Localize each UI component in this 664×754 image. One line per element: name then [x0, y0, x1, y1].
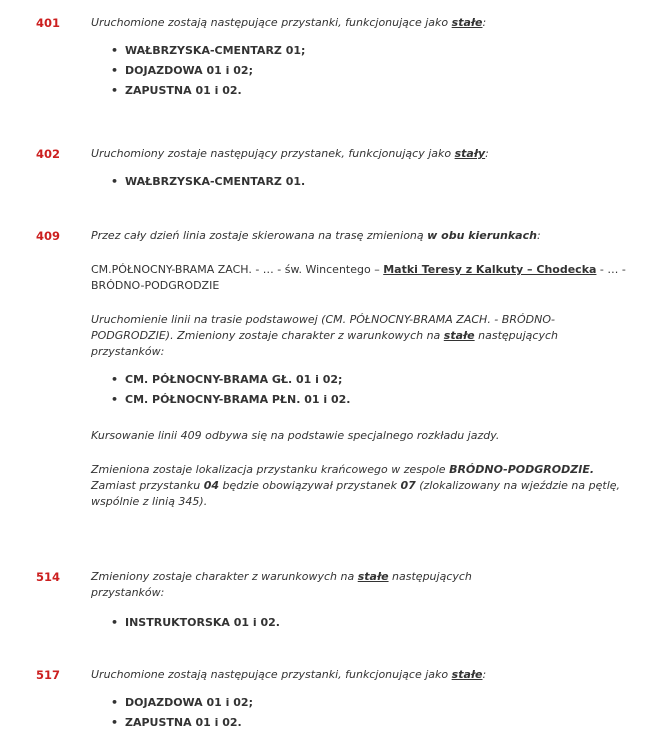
entry-body	[91, 667, 631, 733]
stop-item	[91, 390, 631, 410]
paragraph-text: Zmieniona zostaje lokalizacja przystanku krańcowego w zespole	[91, 463, 450, 476]
entry-intro	[91, 228, 631, 244]
bullet-icon: •	[111, 175, 119, 188]
stop-list	[91, 41, 631, 101]
stop-label: WAŁBRZYSKA-CMENTARZ 01.	[125, 175, 306, 188]
paragraph-end: następujących przystanków:	[91, 329, 558, 358]
paragraph-timetable: Kursowanie linii 409 odbywa się na podstawie specjalnego rozkładu jazdy.	[91, 429, 500, 442]
route-end: - … - BRÓDNO-PODGRODZIE	[91, 263, 626, 292]
stop-label: ZAPUSTNA 01 i 02.	[125, 84, 242, 97]
stop-label: WAŁBRZYSKA-CMENTARZ 01;	[125, 44, 306, 57]
stop-label: INSTRUKTORSKA 01 i 02.	[125, 616, 280, 629]
intro-end: :	[482, 16, 487, 29]
route-emphasis: Matki Teresy z Kalkuty – Chodecka	[383, 263, 597, 276]
intro-text: Uruchomiony zostaje następujący przystanek, funkcjonujący jako	[91, 147, 455, 160]
bullet-icon: •	[111, 64, 119, 77]
entry-body	[91, 228, 631, 510]
stop-item	[91, 41, 631, 61]
intro-end: następujących przystanków:	[91, 570, 472, 599]
line-number: 409	[36, 229, 61, 243]
old-stop-number: 04	[203, 479, 220, 492]
intro-emphasis: stałe	[451, 668, 483, 681]
stop-label: CM. PÓŁNOCNY-BRAMA PŁN. 01 i 02.	[125, 393, 351, 406]
stop-list	[91, 613, 511, 633]
stop-label: CM. PÓŁNOCNY-BRAMA GŁ. 01 i 02;	[125, 373, 343, 386]
intro-text: Uruchomione zostają następujące przystanki, funkcjonujące jako	[91, 668, 452, 681]
terminus-name: BRÓDNO-PODGRODZIE.	[449, 463, 595, 476]
intro-emphasis: stałe	[357, 570, 389, 583]
entry-intro	[91, 146, 631, 162]
entry-body	[91, 569, 511, 633]
stop-item	[91, 370, 631, 390]
stop-item	[91, 613, 511, 633]
paragraph-restoration	[91, 312, 631, 360]
intro-text: Zmieniony zostaje charakter z warunkowych na	[91, 570, 358, 583]
bullet-icon: •	[111, 44, 119, 57]
paragraph-text: Uruchomienie linii na trasie podstawowej (CM. PÓŁNOCNY-BRAMA ZACH. - BRÓDNO-PODGRODZIE). Zmieniony zostaje charakter z warunkowych na	[91, 313, 555, 342]
paragraph-text: Zamiast przystanku	[91, 479, 204, 492]
entry-intro	[91, 667, 631, 683]
intro-emphasis: stałe	[451, 16, 483, 29]
route-description	[91, 262, 631, 294]
bullet-icon: •	[111, 696, 119, 709]
bullet-icon: •	[111, 716, 119, 729]
stop-item	[91, 172, 631, 192]
bullet-icon: •	[111, 393, 119, 406]
line-number: 514	[36, 570, 61, 584]
entry-intro	[91, 15, 631, 31]
bullet-icon: •	[111, 84, 119, 97]
new-stop-number: 07	[400, 479, 416, 492]
paragraph-emphasis: stałe	[443, 329, 475, 342]
paragraph-terminus	[91, 462, 631, 510]
bullet-icon: •	[111, 373, 119, 386]
intro-emphasis: stały	[454, 147, 486, 160]
intro-end: :	[536, 229, 541, 242]
stop-list	[91, 172, 631, 192]
line-number: 401	[36, 16, 61, 30]
stop-label: DOJAZDOWA 01 i 02;	[125, 696, 253, 709]
line-number: 517	[36, 668, 61, 682]
stop-label: DOJAZDOWA 01 i 02;	[125, 64, 253, 77]
stop-item	[91, 81, 631, 101]
stop-item	[91, 693, 631, 713]
intro-end: :	[485, 147, 489, 160]
intro-text: Uruchomione zostają następujące przystanki, funkcjonujące jako	[91, 16, 452, 29]
line-number: 402	[36, 147, 61, 161]
stop-label: ZAPUSTNA 01 i 02.	[125, 716, 242, 729]
stop-item	[91, 61, 631, 81]
entry-body	[91, 146, 631, 192]
paragraph-text: (zlokalizowany na wjeździe na pętlę, wspólnie z linią 345).	[91, 479, 621, 508]
entry-body	[91, 15, 631, 101]
intro-text: Przez cały dzień linia zostaje skierowana na trasę zmienioną	[91, 229, 428, 242]
paragraph-text: będzie obowiązywał przystanek	[219, 479, 401, 492]
intro-end: :	[482, 668, 487, 681]
bullet-icon: •	[111, 616, 119, 629]
entry-intro	[91, 569, 511, 601]
route-start: CM.PÓŁNOCNY-BRAMA ZACH. - … - św. Wincentego –	[91, 263, 384, 276]
stop-list	[91, 693, 631, 733]
stop-list	[91, 370, 631, 410]
intro-emphasis: w obu kierunkach	[427, 229, 537, 242]
stop-item	[91, 713, 631, 733]
